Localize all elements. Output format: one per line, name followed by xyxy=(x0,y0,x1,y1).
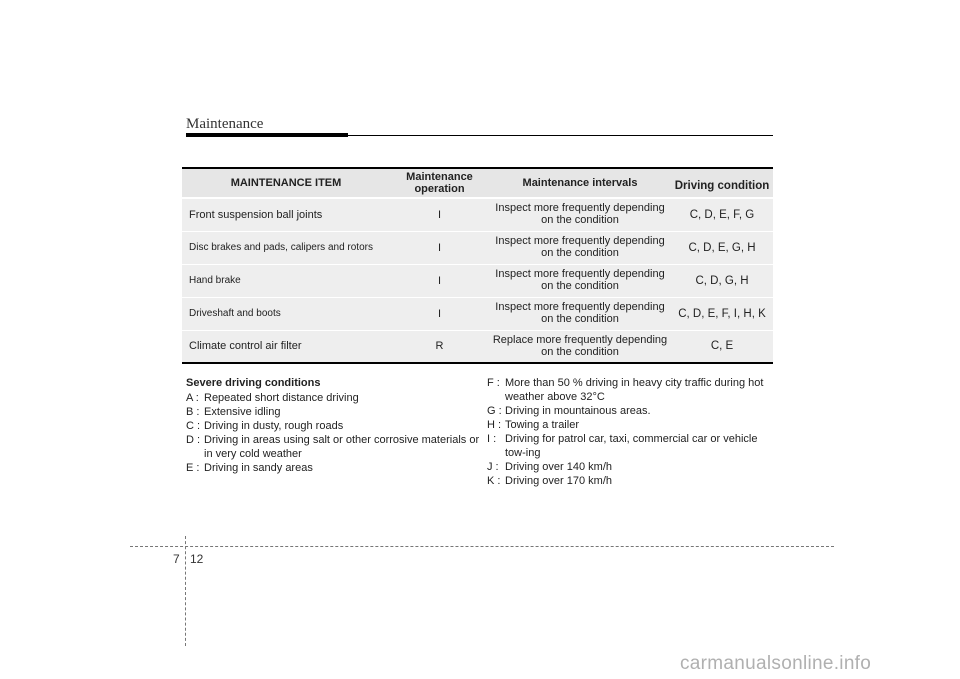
operation-cell: I xyxy=(390,297,489,330)
operation-cell: I xyxy=(390,231,489,264)
condition-text: Towing a trailer xyxy=(505,419,579,431)
severe-conditions-left xyxy=(186,376,486,475)
condition-text: Driving in dusty, rough roads xyxy=(204,420,344,432)
condition-cell: C, D, G, H xyxy=(671,264,773,297)
condition-text: Driving in mountainous areas. xyxy=(505,405,651,417)
operation-cell: I xyxy=(390,264,489,297)
interval-cell: Inspect more frequently depending on the condition xyxy=(489,231,671,264)
item-cell: Climate control air filter xyxy=(182,330,390,363)
list-item xyxy=(487,474,777,488)
chapter-number: 7 xyxy=(173,552,180,566)
table-row xyxy=(182,264,773,297)
column-header-driving-condition: Driving condition xyxy=(671,168,773,198)
condition-text: Driving over 170 km/h xyxy=(505,475,612,487)
header-bar xyxy=(186,133,348,137)
interval-cell: Inspect more frequently depending on the condition xyxy=(489,198,671,231)
item-cell: Hand brake xyxy=(182,264,390,297)
condition-letter: C : xyxy=(186,420,201,432)
item-cell: Front suspension ball joints xyxy=(182,198,390,231)
item-cell: Disc brakes and pads, calipers and rotors xyxy=(182,231,390,264)
condition-letter: I : xyxy=(487,433,497,445)
condition-text: More than 50 % driving in heavy city traffic during hot weather above 32°C xyxy=(505,377,764,403)
operation-cell: R xyxy=(390,330,489,363)
footer-divider xyxy=(130,546,834,547)
condition-cell: C, D, E, G, H xyxy=(671,231,773,264)
list-item xyxy=(487,432,777,460)
interval-cell: Replace more frequently depending on the condition xyxy=(489,330,671,363)
condition-letter: E : xyxy=(186,462,200,474)
condition-cell: C, D, E, F, G xyxy=(671,198,773,231)
page-number: 12 xyxy=(190,552,204,566)
condition-letter: B : xyxy=(186,406,200,418)
condition-letter: G : xyxy=(487,405,502,417)
list-item xyxy=(487,404,777,418)
severe-conditions-right xyxy=(487,376,777,488)
page-section-title: Maintenance xyxy=(186,116,264,132)
table-row xyxy=(182,231,773,264)
condition-text: Driving in areas using salt or other corrosive materials or in very cold weather xyxy=(204,434,480,460)
table-row xyxy=(182,198,773,231)
condition-letter: K : xyxy=(487,475,501,487)
condition-letter: F : xyxy=(487,377,500,389)
condition-cell: C, D, E, F, I, H, K xyxy=(671,297,773,330)
column-header-intervals: Maintenance intervals xyxy=(489,168,671,198)
column-header-item: MAINTENANCE ITEM xyxy=(182,168,390,198)
table-row xyxy=(182,297,773,330)
maintenance-table xyxy=(182,167,773,364)
list-item xyxy=(186,461,486,475)
watermark-text: carmanualsonline.info xyxy=(680,653,872,674)
condition-text: Driving over 140 km/h xyxy=(505,461,612,473)
list-item xyxy=(487,460,777,474)
condition-letter: A : xyxy=(186,392,199,404)
severe-conditions-title: Severe driving conditions xyxy=(186,377,321,389)
condition-letter: H : xyxy=(487,419,502,431)
interval-cell: Inspect more frequently depending on the condition xyxy=(489,264,671,297)
column-header-operation: Maintenance operation xyxy=(390,168,489,198)
list-item xyxy=(186,433,486,461)
operation-cell: I xyxy=(390,198,489,231)
list-item xyxy=(186,419,486,433)
condition-text: Driving in sandy areas xyxy=(204,462,313,474)
interval-cell: Inspect more frequently depending on the condition xyxy=(489,297,671,330)
condition-text: Extensive idling xyxy=(204,406,281,418)
condition-letter: D : xyxy=(186,434,201,446)
list-item xyxy=(487,376,777,404)
condition-text: Repeated short distance driving xyxy=(204,392,359,404)
table-row xyxy=(182,330,773,363)
condition-cell: C, E xyxy=(671,330,773,363)
footer-vertical-divider xyxy=(185,536,186,646)
list-item xyxy=(487,418,777,432)
condition-text: Driving for patrol car, taxi, commercial car or vehicle tow-ing xyxy=(505,433,758,459)
table-header-row xyxy=(182,168,773,198)
list-item xyxy=(186,391,486,405)
header-rule xyxy=(348,135,773,136)
condition-letter: J : xyxy=(487,461,499,473)
item-cell: Driveshaft and boots xyxy=(182,297,390,330)
list-item xyxy=(186,405,486,419)
